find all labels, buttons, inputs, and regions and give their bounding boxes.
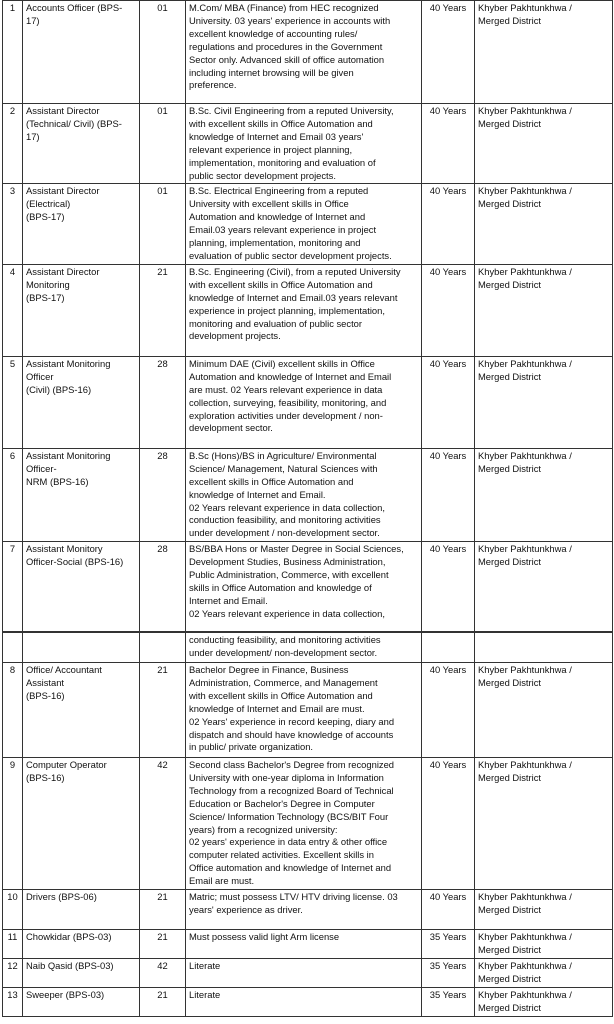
post-count: 21 [140,890,186,930]
serial-number: 2 [3,104,23,184]
qualification: B.Sc. Civil Engineering from a reputed University, with excellent skills in Office Automation and knowledge of Internet and Email 03 years' relevant experience in project planning, implementation, monitoring and evaluation of public sector development projects. [186,104,422,184]
domicile: Khyber Pakhtunkhwa / Merged District [475,104,613,184]
post-name: Accounts Officer (BPS- 17) [23,1,140,104]
domicile: Khyber Pakhtunkhwa / Merged District [475,890,613,930]
serial-number: 3 [3,184,23,264]
domicile: Khyber Pakhtunkhwa / Merged District [475,1,613,104]
post-name: Chowkidar (BPS-03) [23,930,140,959]
qualification: B.Sc. Electrical Engineering from a reputed University with excellent skills in Office Automation and knowledge of Internet and Email.03 years relevant experience in project planning, implementation, monitoring and evaluation of public sector development projects. [186,184,422,264]
table-row [3,448,613,541]
serial-number: 12 [3,958,23,987]
age-limit: 35 Years [422,987,475,1016]
jobs-table-page-2 [2,632,613,1017]
post-count: 28 [140,356,186,448]
age-limit: 35 Years [422,958,475,987]
age-limit: 40 Years [422,890,475,930]
post-count: 01 [140,1,186,104]
continuation-text: conducting feasibility, and monitoring activities under development/ non-development sector. [186,633,422,663]
continuation-row [3,633,613,663]
post-count: 01 [140,104,186,184]
table-row [3,542,613,633]
age-limit: 40 Years [422,1,475,104]
qualification: BS/BBA Hons or Master Degree in Social Sciences, Development Studies, Business Administration, Public Administration, Commerce, with excellent skills in Office Automation and knowledge of Internet and Email. 02 Years relevant experience in data collection, [186,542,422,633]
serial-number: 7 [3,542,23,633]
age-limit: 40 Years [422,542,475,633]
age-limit: 40 Years [422,356,475,448]
post-count: 28 [140,542,186,633]
jobs-table-page-1 [2,0,613,633]
domicile: Khyber Pakhtunkhwa / Merged District [475,184,613,264]
qualification: Second class Bachelor's Degree from recognized University with one-year diploma in Information Technology from a recognized Board of Technical Education or Bachelor's Degree in Computer Science/ Information Technology (BCS/BIT Four years) from a recognized university: 02 years' experience in data entry & other office computer related activities. Excellent skills in Office automation and knowledge of Internet and Email are must. [186,758,422,890]
qualification: Matric; must possess LTV/ HTV driving license. 03 years' experience as driver. [186,890,422,930]
qualification: Literate [186,987,422,1016]
serial-number: 8 [3,663,23,758]
domicile: Khyber Pakhtunkhwa / Merged District [475,758,613,890]
table-row [3,1,613,104]
age-limit: 35 Years [422,930,475,959]
post-count: 42 [140,758,186,890]
serial-number: 5 [3,356,23,448]
qualification: Must possess valid light Arm license [186,930,422,959]
age-limit: 40 Years [422,663,475,758]
age-limit: 40 Years [422,758,475,890]
age-limit: 40 Years [422,104,475,184]
table-row [3,930,613,959]
domicile: Khyber Pakhtunkhwa / Merged District [475,987,613,1016]
post-name: Assistant Director Monitoring (BPS-17) [23,264,140,356]
domicile: Khyber Pakhtunkhwa / Merged District [475,542,613,633]
post-count: 28 [140,448,186,541]
qualification: Literate [186,958,422,987]
domicile: Khyber Pakhtunkhwa / Merged District [475,356,613,448]
table-row [3,104,613,184]
age-limit: 40 Years [422,184,475,264]
post-name: Drivers (BPS-06) [23,890,140,930]
serial-number: 6 [3,448,23,541]
qualification: M.Com/ MBA (Finance) from HEC recognized University. 03 years' experience in accounts with excellent knowledge of accounting rules/ regulations and procedures in the Government Sector only. Advanced skill of office automation including internet browsing will be given preference. [186,1,422,104]
post-name: Computer Operator (BPS-16) [23,758,140,890]
table-row [3,958,613,987]
qualification: B.Sc (Hons)/BS in Agriculture/ Environmental Science/ Management, Natural Sciences with excellent skills in Office Automation and knowledge of Internet and Email. 02 Years relevant experience in data collection, conduction feasibility, and monitoring activities under development / non-development sector. [186,448,422,541]
post-count: 21 [140,930,186,959]
post-count: 21 [140,264,186,356]
post-name: Assistant Monitory Officer-Social (BPS-16) [23,542,140,633]
serial-number: 1 [3,1,23,104]
qualification: Minimum DAE (Civil) excellent skills in Office Automation and knowledge of Internet and Email are must. 02 Years relevant experience in data collection, surveying, feasibility, monitoring, and exploration activities under development / non- development sector. [186,356,422,448]
table-row [3,663,613,758]
qualification: B.Sc. Engineering (Civil), from a reputed University with excellent skills in Office Automation and knowledge of Internet and Email.03 years relevant experience in project planning, implementation, monitoring and evaluation of public sector development projects. [186,264,422,356]
post-name: Assistant Director (Electrical) (BPS-17) [23,184,140,264]
post-name: Office/ Accountant Assistant (BPS-16) [23,663,140,758]
age-limit: 40 Years [422,264,475,356]
post-count: 21 [140,987,186,1016]
post-name: Assistant Director (Technical/ Civil) (BPS- 17) [23,104,140,184]
domicile: Khyber Pakhtunkhwa / Merged District [475,663,613,758]
serial-number: 4 [3,264,23,356]
qualification: Bachelor Degree in Finance, Business Administration, Commerce, and Management with excellent skills in Office Automation and knowledge of Internet and Email are must. 02 Years' experience in record keeping, diary and dispatch and should have knowledge of accounts in public/ private organization. [186,663,422,758]
table-row [3,758,613,890]
post-name: Assistant Monitoring Officer- NRM (BPS-16) [23,448,140,541]
serial-number: 9 [3,758,23,890]
domicile: Khyber Pakhtunkhwa / Merged District [475,448,613,541]
table-row [3,356,613,448]
table-row [3,264,613,356]
domicile: Khyber Pakhtunkhwa / Merged District [475,930,613,959]
post-name: Assistant Monitoring Officer (Civil) (BPS-16) [23,356,140,448]
domicile: Khyber Pakhtunkhwa / Merged District [475,264,613,356]
domicile: Khyber Pakhtunkhwa / Merged District [475,958,613,987]
post-count: 01 [140,184,186,264]
serial-number: 11 [3,930,23,959]
post-count: 21 [140,663,186,758]
table-row [3,184,613,264]
post-name: Sweeper (BPS-03) [23,987,140,1016]
serial-number: 10 [3,890,23,930]
serial-number: 13 [3,987,23,1016]
post-name: Naib Qasid (BPS-03) [23,958,140,987]
post-count: 42 [140,958,186,987]
table-row [3,890,613,930]
age-limit: 40 Years [422,448,475,541]
table-row [3,987,613,1016]
